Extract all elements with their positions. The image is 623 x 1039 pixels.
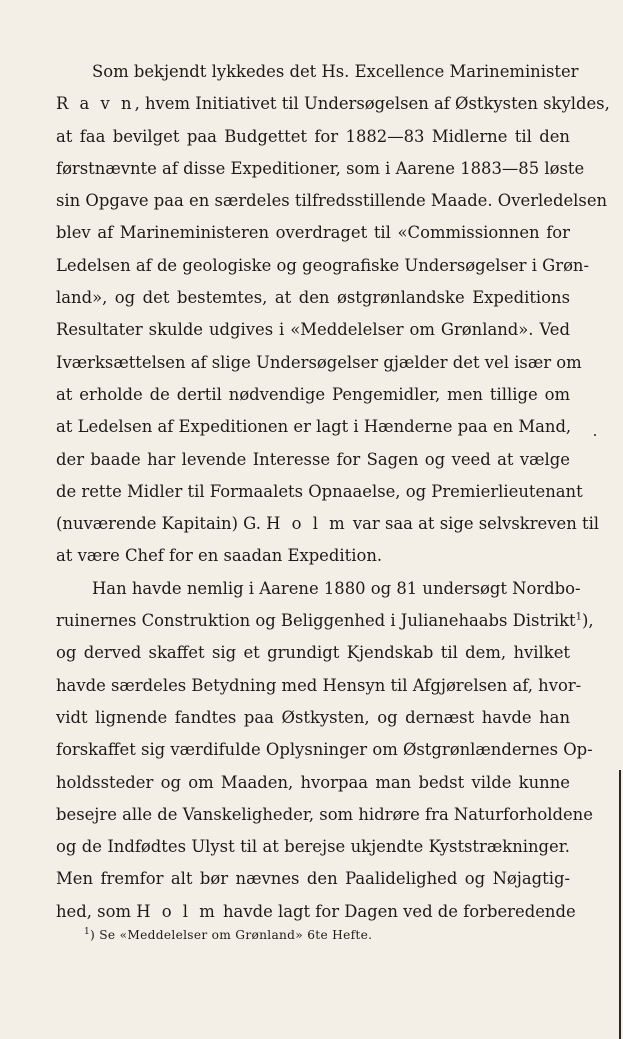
text-line bbox=[56, 605, 594, 637]
text-line: Som bekjendt lykkedes det Hs. Excellence Marineminister bbox=[92, 62, 579, 81]
spaced-name: R a v n bbox=[56, 94, 135, 114]
text-line: at være Chef for en saadan Expedition. bbox=[56, 546, 383, 566]
footnote bbox=[84, 927, 372, 943]
line-text: var saa at sige selvskreven til bbox=[347, 514, 600, 534]
footnote-text: Se «Meddelelser om Grønland» 6te Hefte. bbox=[95, 928, 373, 942]
text-line: Ledelsen af de geologiske og geografiske Undersøgelser i Grøn- bbox=[56, 255, 590, 275]
text-line: sin Opgave paa en særdeles tilfredsstillende Maade. Overledelsen bbox=[56, 191, 608, 211]
text-line: Iværksættelsen af slige Undersøgelser gjælder det vel især om bbox=[56, 352, 582, 372]
spaced-name: H o l m bbox=[266, 514, 348, 534]
text-line: vidt lignende fandtes paa Østkysten, og dernæst havde han bbox=[56, 707, 570, 727]
text-line: og derved skaffet sig et grundigt Kjendskab til dem, hvilket bbox=[56, 643, 570, 663]
footnote-marker-paren: ) bbox=[90, 928, 96, 942]
page-text bbox=[56, 56, 610, 928]
text-line: Men fremfor alt bør nævnes den Paalidelighed og Nøjagtig- bbox=[56, 869, 570, 889]
text-line: havde særdeles Betydning med Hensyn til Afgjørelsen af, hvor- bbox=[56, 675, 582, 695]
text-line: holdssteder og om Maaden, hvorpaa man bedst vilde kunne bbox=[56, 772, 570, 792]
line-text: , bbox=[588, 611, 594, 631]
text-line: forskaffet sig værdifulde Oplysninger om Østgrønlændernes Op- bbox=[56, 740, 593, 760]
text-line: Resultater skulde udgives i «Meddelelser om Grønland». Ved bbox=[56, 320, 570, 340]
line-text: , hvem Initiativet til Undersøgelsen af Østkysten skyldes, bbox=[134, 94, 610, 114]
text-line: og de Indfødtes Ulyst til at berejse ukjendte Kyststrækninger. bbox=[56, 837, 570, 857]
text-line: der baade har levende Interesse for Sagen og veed at vælge bbox=[56, 449, 570, 469]
paragraph-2 bbox=[56, 573, 594, 928]
footnote-reference: 1 bbox=[575, 611, 583, 623]
text-line: land», og det bestemtes, at den østgrønlandske Expeditions bbox=[56, 288, 570, 308]
paper-speck bbox=[594, 434, 596, 436]
text-line bbox=[56, 896, 576, 928]
line-text: (nuværende Kapitain) G. bbox=[56, 514, 267, 534]
spaced-name: H o l m bbox=[136, 901, 218, 921]
footnote-marker: 1 bbox=[84, 926, 91, 937]
line-text: havde lagt for Dagen ved de forberedende bbox=[217, 901, 576, 921]
text-line bbox=[56, 88, 610, 120]
text-line: blev af Marineministeren overdraget til «Commissionnen for bbox=[56, 223, 570, 243]
paragraph-1 bbox=[56, 56, 610, 573]
text-line: at faa bevilget paa Budgettet for 1882—83 Midlerne til den bbox=[56, 126, 570, 146]
text-line: de rette Midler til Formaalets Opnaaelse, og Premierlieutenant bbox=[56, 481, 583, 501]
text-line: besejre alle de Vanskeligheder, som hidrøre fra Naturforholdene bbox=[56, 804, 593, 824]
text-line: førstnævnte af disse Expeditioner, som i Aarene 1883—85 løste bbox=[56, 158, 585, 178]
line-text: ruinernes Construktion og Beliggenhed i Julianehaabs Distrikt bbox=[56, 611, 576, 631]
line-text: hed, som bbox=[56, 901, 137, 921]
footnote-reference-paren: ) bbox=[582, 611, 589, 631]
page-edge-line bbox=[619, 770, 621, 1039]
text-line bbox=[56, 508, 600, 540]
text-line: Han havde nemlig i Aarene 1880 og 81 undersøgt Nordbo- bbox=[92, 578, 581, 598]
text-line: at Ledelsen af Expeditionen er lagt i Hænderne paa en Mand, bbox=[56, 417, 572, 437]
text-line: at erholde de dertil nødvendige Pengemidler, men tillige om bbox=[56, 384, 570, 404]
